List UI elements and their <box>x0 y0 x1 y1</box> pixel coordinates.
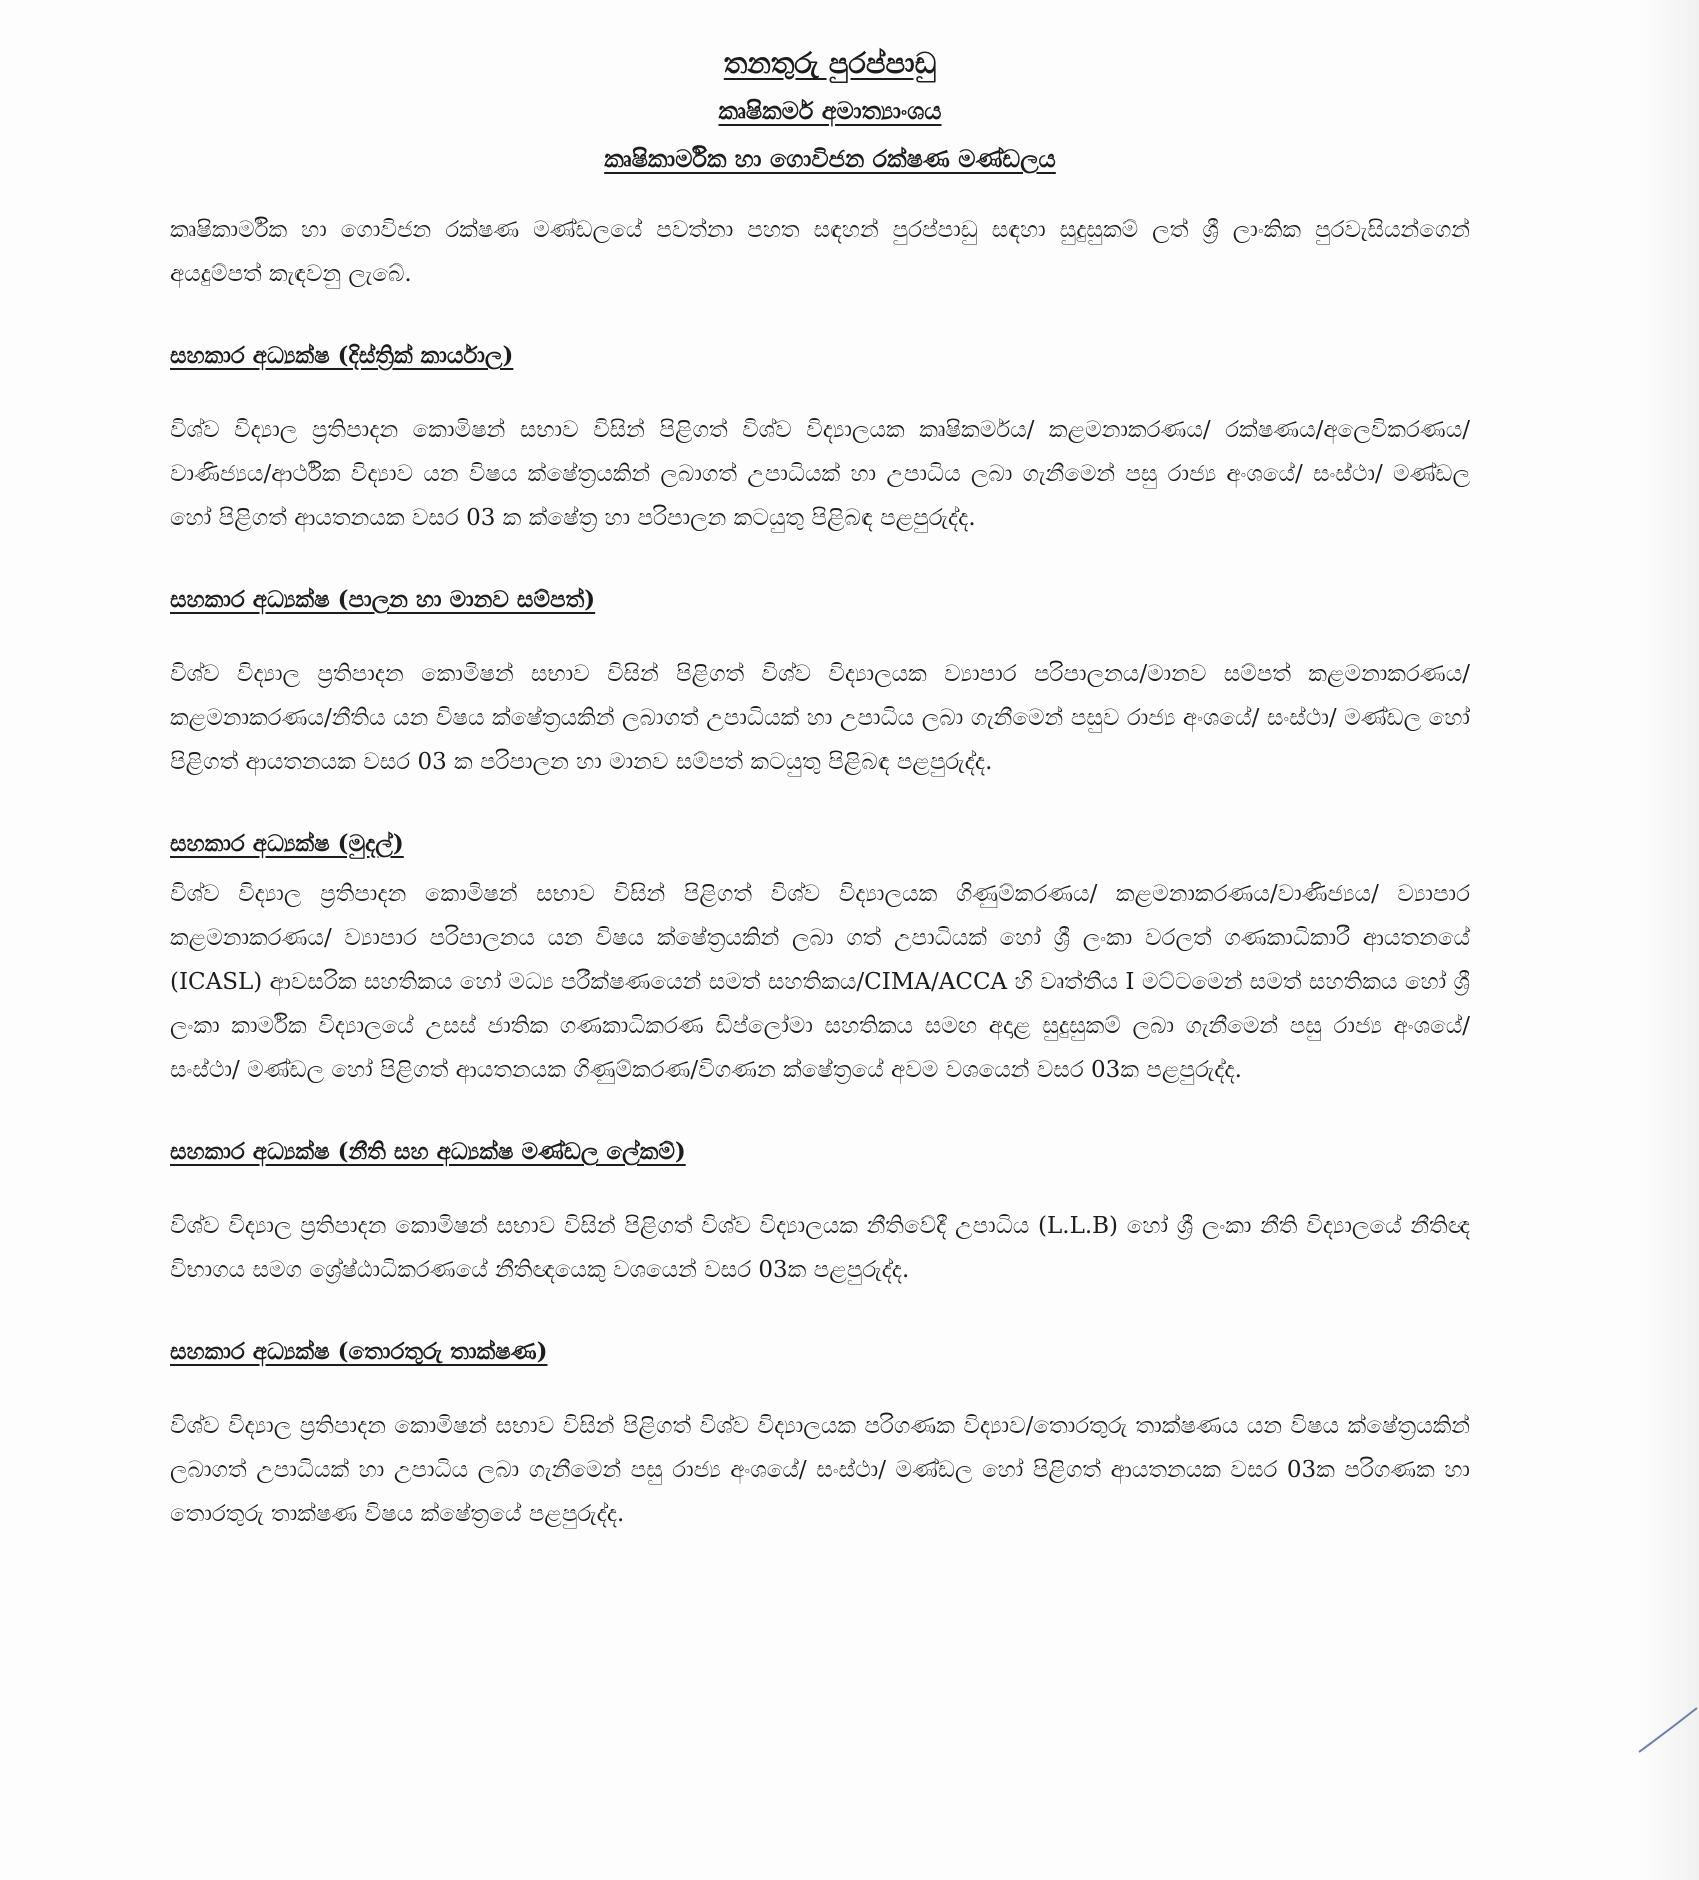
section-body: විශ්ව විද්‍යාල ප්‍රතිපාදන කොමිෂන් සභාව විසින් පිළිගත් විශ්ව විද්‍යාලයක ව්‍යාපාර පරිපාලනය/මානව සම්පත් කළමනාකරණය/කළමනාකරණය/නීතිය යන විෂය ක්ෂේත්‍රයකින් ලබාගත් උපාධියක් හා උපාධිය ලබා ගැනීමෙන් පසුව රාජ්‍ය අංශයේ/ සංස්ථා/ මණ්ඩල හෝ පිළිගත් ආයතනයක වසර 03 ක පරිපාලන හා මානව සම්පත් කටයුතු පිළිබඳ පළපුරුද්ද. <box>170 661 1470 775</box>
document-heading <box>190 40 1470 182</box>
scan-edge-shadow <box>1639 0 1699 1880</box>
section-body: විශ්ව විද්‍යාල ප්‍රතිපාදන කොමිෂන් සභාව විසින් පිළිගත් විශ්ව විද්‍යාලයක පරිගණක විද්‍යාව/තොරතුරු තාක්ෂණය යන විෂය ක්ෂේත්‍රයකින් ලබාගත් උපාධියක් හා උපාධිය ලබා ගැනීමෙන් පසු රාජ්‍ය අංශයේ/ සංස්ථා/ මණ්ඩල හෝ පිළිගත් ආයතනයක වසර 03ක පරිගණක හා තොරතුරු තාක්ෂණ විෂය ක්ෂේත්‍රයේ පළපුරුද්ද. <box>170 1413 1470 1527</box>
section-title: සහකාර අධ්‍යක්ෂ (මුදල්) <box>170 830 404 857</box>
intro-paragraph: කෘෂිකාර්මික හා ගොවිජන රක්ෂණ මණ්ඩලයේ පවත්නා පහත සඳහන් පුරප්පාඩු සඳහා සුදුසුකම් ලත් ශ්‍රී ලාංකික පුරවැසියන්ගෙන් අයදුම්පත් කැඳවනු ලැබේ. <box>170 217 1470 287</box>
section-admin-hr <box>170 580 1470 784</box>
section-title: සහකාර අධ්‍යක්ෂ (තොරතුරු තාක්ෂණ) <box>170 1338 548 1365</box>
section-it <box>170 1332 1470 1536</box>
heading-vacancies: තනතුරු පුරප්පාඩු <box>723 46 937 80</box>
heading-board: කෘෂිකාර්මික හා ගොවිජන රක්ෂණ මණ්ඩලය <box>604 144 1056 173</box>
section-body: විශ්ව විද්‍යාල ප්‍රතිපාදන කොමිෂන් සභාව විසින් පිළිගත් විශ්ව විද්‍යාලයක කෘෂිකර්මය/ කළමනාකරණය/ රක්ෂණය/අලෙවිකරණය/වාණිජ්‍යය/ආර්ථික විද්‍යාව යන විෂය ක්ෂේත්‍රයකින් ලබාගත් උපාධියක් හා උපාධිය ලබා ගැනීමෙන් පසු රාජ්‍ය අංශයේ/ සංස්ථා/ මණ්ඩල හෝ පිළිගත් ආයතනයක වසර 03 ක ක්ෂේත්‍ර හා පරිපාලන කටයුතු පිළිබඳ පළපුරුද්ද. <box>170 417 1470 531</box>
section-legal <box>170 1132 1470 1292</box>
section-district-office <box>170 336 1470 540</box>
section-finance <box>170 824 1470 1092</box>
heading-ministry: කෘෂිකර්ම අමාත්‍යාංශය <box>718 96 942 125</box>
section-title: සහකාර අධ්‍යක්ෂ (පාලන හා මානව සම්පත්) <box>170 586 596 613</box>
pen-stroke-mark <box>1629 1700 1699 1760</box>
section-title: සහකාර අධ්‍යක්ෂ (දිස්ත්‍රික් කාර්යාල) <box>170 342 514 369</box>
section-body: විශ්ව විද්‍යාල ප්‍රතිපාදන කොමිෂන් සභාව විසින් පිළිගත් විශ්ව විද්‍යාලයක ගිණුම්කරණය/ කළමනාකරණය/වාණිජ්‍යය/ ව්‍යාපාර කළමනාකරණය/ ව්‍යාපාර පරිපාලනය යන විෂය ක්ෂේත්‍රයකින් ලබා ගත් උපාධියක් හෝ ශ්‍රී ලංකා වරලත් ගණකාධිකාරී ආයතනයේ (ICASL) ආවසරික සහතිකය හෝ මධ්‍ය පරීක්ෂණයෙන් සමත් සහතිකය/CIMA/ACCA හි වෘත්තීය I මට්ටමෙන් සමත් සහතිකය හෝ ශ්‍රී ලංකා කාර්මික විද්‍යාලයේ උසස් ජාතික ගණකාධිකරණ ඩිප්ලෝමා සහතිකය සමඟ අදාළ සුදුසුකම් ලබා ගැනීමෙන් පසු රාජ්‍ය අංශයේ/ සංස්ථා/ මණ්ඩල හෝ පිළිගත් ආයතනයක ගිණුම්කරණ/විගණන ක්ෂේත්‍රයේ අවම වශයෙන් වසර 03ක පළපුරුද්ද. <box>170 881 1470 1083</box>
document-content <box>170 40 1470 1536</box>
section-title: සහකාර අධ්‍යක්ෂ (නීති සහ අධ්‍යක්ෂ මණ්ඩල ලේකම්) <box>170 1138 686 1165</box>
section-body: විශ්ව විද්‍යාල ප්‍රතිපාදන කොමිෂන් සභාව විසින් පිළිගත් විශ්ව විද්‍යාලයක නීතිවේදී උපාධිය (L.L.B) හෝ ශ්‍රී ලංකා නීති විද්‍යාලයේ නීතිඥ විභාගය සමග ශ්‍රේෂ්ඨාධිකරණයේ නීතිඥයෙකු වශයෙන් වසර 03ක පළපුරුද්ද. <box>170 1213 1470 1283</box>
